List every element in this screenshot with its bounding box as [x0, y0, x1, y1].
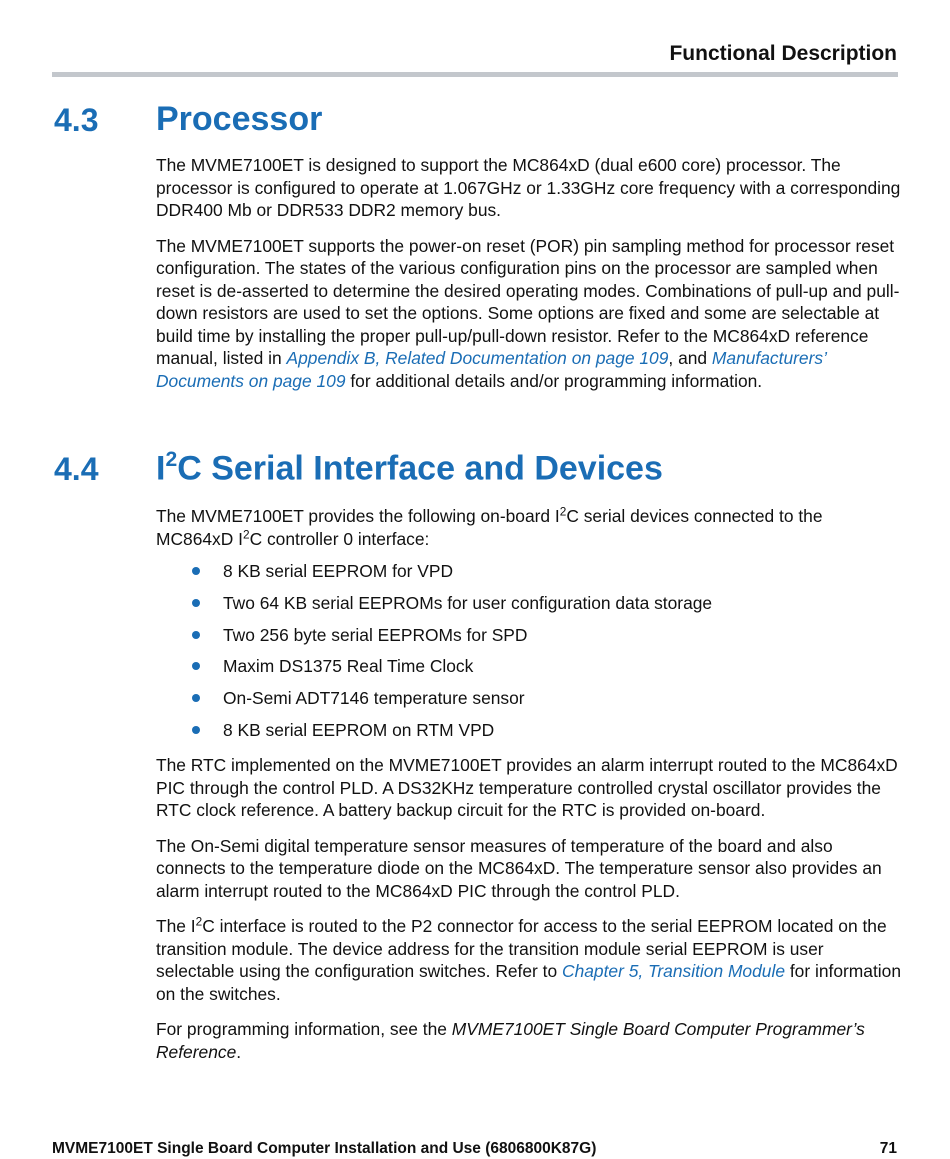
- i2c-routing-part-c: for information on the switches.: [156, 961, 901, 1004]
- section-4-4-title: [156, 449, 663, 488]
- rtc-paragraph: The RTC implemented on the MVME7100ET provides an alarm interrupt routed to the MC864xD PIC through the control PLD. A DS32KHz temperature controlled crystal oscillator provides the RTC clock reference. A battery backup circuit for the RTC is provided on-board.: [156, 755, 898, 820]
- processor-paragraph-1: The MVME7100ET is designed to support the MC864xD (dual e600 core) processor. The processor is configured to operate at 1.067GHz or 1.33GHz core frequency with a corresponding DDR400 Mb or DDR533 DDR2 memory bus.: [156, 155, 901, 220]
- i2c-routing-sup: 2: [195, 914, 203, 929]
- section-4-3-title: Processor: [156, 100, 323, 138]
- title-superscript: 2: [165, 447, 178, 471]
- running-header: Functional Description: [669, 42, 897, 65]
- list-item-text: 8 KB serial EEPROM on RTM VPD: [223, 719, 495, 740]
- footer-document-title: MVME7100ET Single Board Computer Installation and Use (6806800K87G): [52, 1140, 597, 1157]
- temperature-sensor-paragraph: The On-Semi digital temperature sensor measures of temperature of the board and also connects to the temperature diode on the MC864xD. The temperature sensor also provides an alarm interrupt routed to the MC864xD PIC through the control PLD.: [156, 835, 882, 901]
- programming-part-a: For programming information, see the: [156, 1019, 452, 1039]
- list-item-text: Maxim DS1375 Real Time Clock: [223, 656, 474, 677]
- processor-paragraph-2-text: The MVME7100ET supports the power-on reset (POR) pin sampling method for processor reset configuration. The states of the various configuration pins on the processor are sampled when reset is de-asserted to determine the desired operating modes. Combinations of pull-up and pull-down resistors are used to set the options. Some options are fixed and some are selectable at build time by installing the proper pull-up/pull-down resistor. Refer to the MC864xD reference manual, listed in: [156, 235, 900, 368]
- bullet-dot-icon: [192, 567, 200, 575]
- list-item-text: Two 256 byte serial EEPROMs for SPD: [223, 624, 528, 645]
- section-4-4-body: [156, 754, 901, 1063]
- processor-paragraph-2: [156, 235, 901, 393]
- list-item-text: Two 64 KB serial EEPROMs for user configuration data storage: [223, 592, 713, 613]
- appendix-b-link[interactable]: Appendix B, Related Documentation on page 109: [286, 348, 669, 368]
- header-rule: [52, 72, 898, 77]
- list-item-text: On-Semi ADT7146 temperature sensor: [223, 688, 525, 709]
- bullet-dot-icon: [192, 662, 200, 670]
- programming-part-b: .: [236, 1041, 242, 1062]
- title-i-letter: I: [156, 449, 166, 488]
- processor-paragraph-2-mid: , and: [668, 348, 712, 368]
- bullet-dot-icon: [192, 694, 200, 702]
- list-item: [156, 655, 856, 687]
- list-item: [156, 719, 856, 751]
- intro-part-c: C controller 0 interface:: [249, 528, 430, 549]
- chapter-5-link[interactable]: Chapter 5, Transition Module: [562, 961, 785, 981]
- section-4-3-body: [156, 154, 901, 392]
- bullet-dot-icon: [192, 631, 200, 639]
- programmers-reference-title: MVME7100ET Single Board Computer Programmer’s Reference: [156, 1019, 865, 1062]
- i2c-intro: [156, 505, 901, 550]
- intro-sup-2: 2: [242, 527, 250, 541]
- list-item: [156, 624, 856, 656]
- processor-paragraph-2-end: for additional details and/or programming information.: [345, 370, 763, 391]
- manufacturers-documents-link[interactable]: Manufacturers’ Documents on page 109: [156, 348, 826, 391]
- section-4-4-number: 4.4: [54, 451, 99, 487]
- device-bullet-list: [156, 560, 856, 751]
- list-item: [156, 560, 856, 592]
- list-item: [156, 687, 856, 719]
- bullet-dot-icon: [192, 726, 200, 734]
- page-number: 71: [879, 1140, 897, 1157]
- section-4-3-number: 4.3: [54, 102, 99, 138]
- intro-sup-1: 2: [559, 504, 567, 519]
- bullet-dot-icon: [192, 599, 200, 607]
- list-item-text: 8 KB serial EEPROM for VPD: [223, 561, 454, 581]
- intro-part-a: The MVME7100ET provides the following on-board I: [156, 506, 560, 526]
- programming-info-paragraph: [156, 1018, 901, 1063]
- i2c-routing-part-a: The I: [156, 916, 196, 936]
- list-item: [156, 592, 856, 624]
- intro-part-b: C serial devices connected to the MC864xD I: [156, 506, 823, 549]
- title-rest: C Serial Interface and Devices: [177, 449, 663, 488]
- i2c-routing-part-b: C interface is routed to the P2 connector for access to the serial EEPROM located on the transition module. The device address for the transition module serial EEPROM is user selectable using the configuration switches. Refer to: [156, 916, 887, 981]
- i2c-routing-paragraph: [156, 915, 901, 1005]
- i2c-intro-paragraph: [156, 505, 901, 550]
